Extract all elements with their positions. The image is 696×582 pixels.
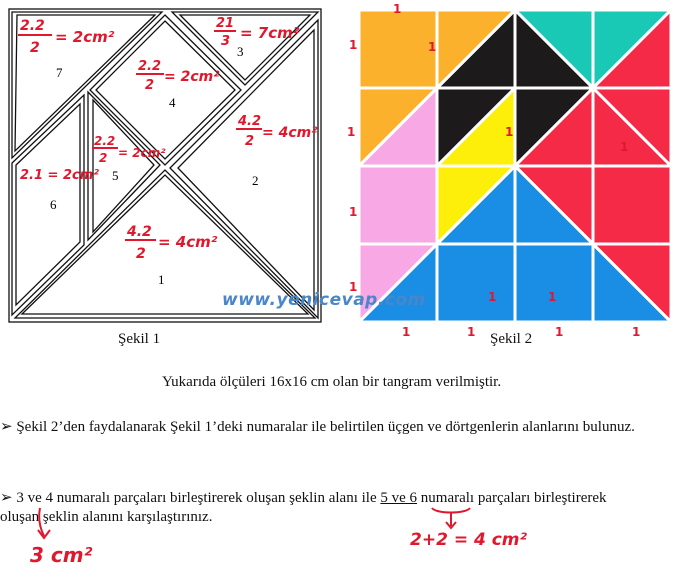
cell-pink-2 xyxy=(359,166,437,244)
ann-5-bottom: 2 xyxy=(99,151,108,165)
ann-6-text: 2.1 = 2cm² xyxy=(20,168,99,183)
intro-text: Yukarıda ölçüleri 16x16 cm olan bir tangram verilmiştir. xyxy=(162,374,502,390)
tick-mark: 1 xyxy=(632,325,641,339)
figure-1-tangram xyxy=(0,0,330,330)
ann-1-result: = 4cm² xyxy=(158,233,218,251)
ann-3-top: 21 xyxy=(216,16,235,31)
ann-7-top: 2.2 xyxy=(20,18,45,34)
piece-2-outline xyxy=(170,20,318,318)
ann-2-bottom: 2 xyxy=(245,134,255,149)
cell-blue-5 xyxy=(515,244,593,322)
ann-4-top: 2.2 xyxy=(138,59,162,74)
tick-mark: 1 xyxy=(620,140,629,154)
piece-6-number: 6 xyxy=(50,197,57,212)
tick-mark: 1 xyxy=(393,2,402,16)
question-2-part-b: numaralı parçaları birleştirerek xyxy=(417,490,607,506)
watermark-text: www.yenicevap.com xyxy=(222,290,426,310)
question-1-text: Şekil 2’den faydalanarak Şekil 1’deki numaralar ile belirtilen üçgen ve dörtgenlerin alanlarını bulunuz. xyxy=(16,419,635,435)
piece-6-inner xyxy=(16,104,80,305)
tick-mark: 1 xyxy=(349,205,358,219)
question-1 xyxy=(0,418,635,436)
bullet-icon: ➢ xyxy=(0,490,13,506)
ann-5-result: = 2cm² xyxy=(118,146,166,160)
tick-mark: 1 xyxy=(349,38,358,52)
ann-7-result: = 2cm² xyxy=(55,28,115,46)
piece-6-outline xyxy=(12,95,84,315)
tick-mark: 1 xyxy=(347,125,356,139)
piece-1-number: 1 xyxy=(158,272,165,287)
piece-5-inner xyxy=(93,100,154,232)
cell-blue-4 xyxy=(437,244,515,322)
ann-2-top: 4.2 xyxy=(238,114,262,129)
cell-orange-1 xyxy=(359,10,437,88)
question-2-line-2: oluşan şeklin alanını karşılaştırınız. xyxy=(0,509,213,525)
ann-4-result: = 2cm² xyxy=(164,69,220,85)
tick-mark: 1 xyxy=(488,290,497,304)
right-bracket xyxy=(432,508,470,513)
piece-7-number: 7 xyxy=(56,65,63,80)
piece-3-number: 3 xyxy=(237,44,244,59)
answer-left: 3 cm² xyxy=(30,543,93,567)
piece-2-number: 2 xyxy=(252,173,259,188)
ann-5-top: 2.2 xyxy=(94,134,116,148)
piece-4-number: 4 xyxy=(169,95,176,110)
tick-mark: 1 xyxy=(349,280,358,294)
ann-1-bottom: 2 xyxy=(136,246,146,262)
piece-5-number: 5 xyxy=(112,168,119,183)
ann-2-result: = 4cm² xyxy=(262,125,318,141)
bullet-icon: ➢ xyxy=(0,419,13,435)
figure-2-caption: Şekil 2 xyxy=(490,331,533,347)
tick-mark: 1 xyxy=(555,325,564,339)
ann-3-result: = 7cm² xyxy=(240,24,300,42)
figure-2-colored-grid xyxy=(355,6,677,326)
answer-arrows xyxy=(0,500,696,582)
tick-mark: 1 xyxy=(548,290,557,304)
answer-right: 2+2 = 4 cm² xyxy=(410,530,527,550)
cell-red-4 xyxy=(593,166,671,244)
ann-4-bottom: 2 xyxy=(145,78,155,93)
ann-1-top: 4.2 xyxy=(127,224,152,240)
question-2-underlined: 5 ve 6 xyxy=(380,490,418,506)
ann-7-bottom: 2 xyxy=(30,40,40,56)
tick-mark: 1 xyxy=(428,40,437,54)
piece-5-outline xyxy=(88,92,160,240)
tick-mark: 1 xyxy=(402,325,411,339)
piece-4-inner xyxy=(96,21,235,159)
tick-mark: 1 xyxy=(467,325,476,339)
ann-3-bottom: 3 xyxy=(221,34,231,49)
tick-mark: 1 xyxy=(505,125,514,139)
figure-1-caption: Şekil 1 xyxy=(118,331,161,347)
question-2-part-a: 3 ve 4 numaralı parçaları birleştirerek oluşan şeklin alanı ile xyxy=(16,490,381,506)
